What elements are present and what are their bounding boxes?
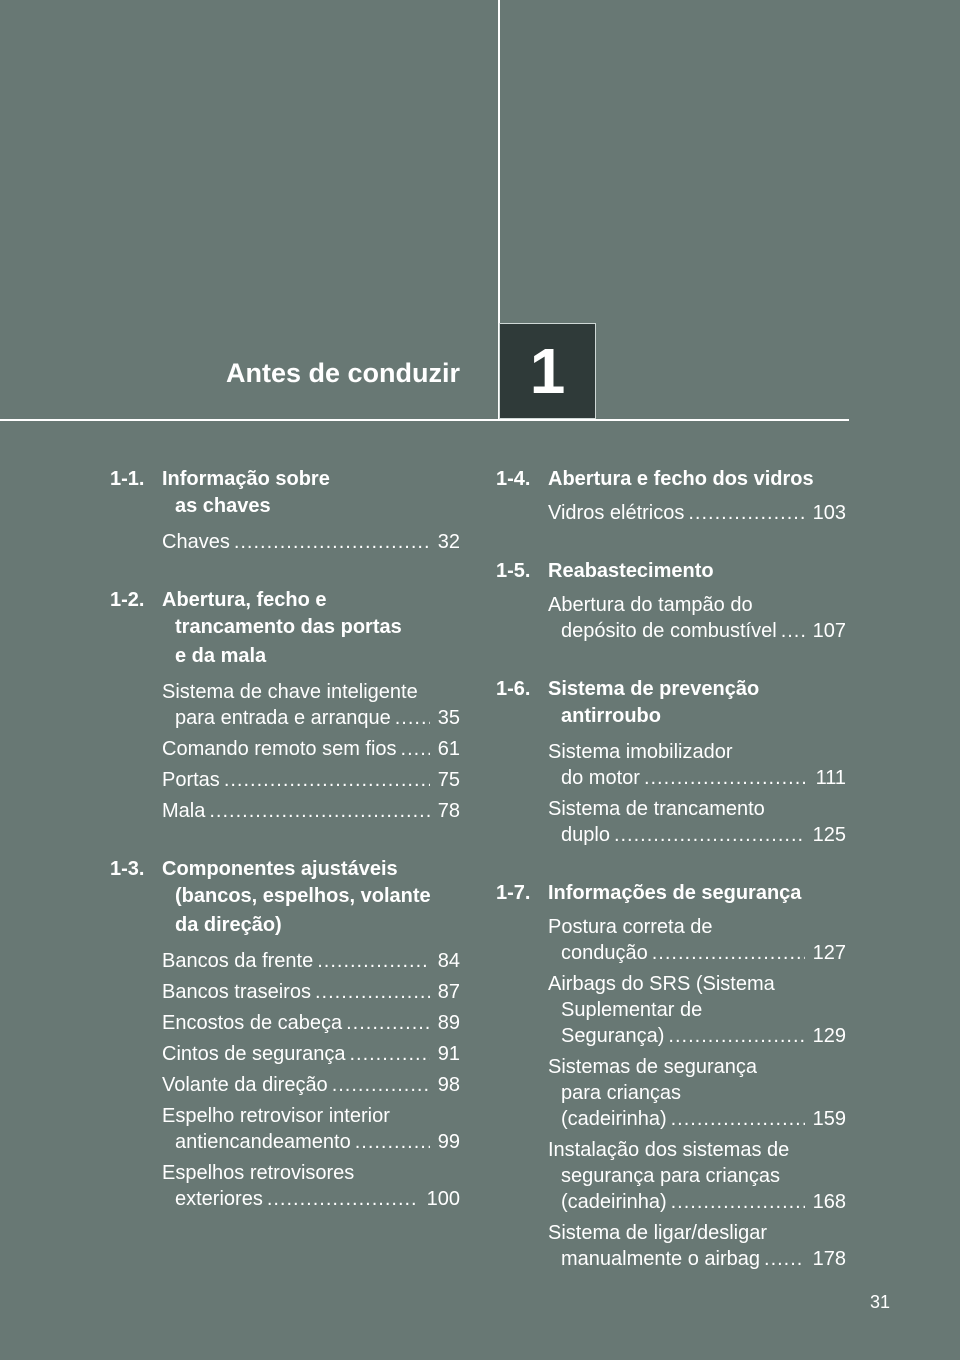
section-title xyxy=(162,587,460,671)
entry-line xyxy=(548,618,809,644)
section-entries xyxy=(496,592,846,644)
entry-page-number: 61 xyxy=(437,738,460,760)
entry-page-number: 78 xyxy=(437,800,460,822)
entry-page-number: 178 xyxy=(812,1248,846,1270)
entry-text xyxy=(548,1220,809,1272)
entry-page-number: 35 xyxy=(437,707,460,729)
entry-page-number: 91 xyxy=(437,1043,460,1065)
section-title xyxy=(162,856,460,940)
dot-leader xyxy=(781,618,805,644)
section-number: 1-6. xyxy=(496,678,531,700)
entry-page-number: 129 xyxy=(812,1025,846,1047)
toc-entry[interactable] xyxy=(162,798,460,824)
entry-line-text: Bancos traseiros xyxy=(162,981,311,1003)
entry-line-text: duplo xyxy=(561,824,610,846)
entry-text xyxy=(548,500,809,526)
dot-leader xyxy=(764,1246,805,1272)
entry-text xyxy=(162,798,434,824)
section-entries xyxy=(496,739,846,848)
entry-page-number: 100 xyxy=(426,1188,460,1210)
section-title-line: Componentes ajustáveis xyxy=(162,858,398,880)
entry-text xyxy=(162,1160,423,1212)
toc-entry[interactable] xyxy=(162,948,460,974)
entry-page-number: 89 xyxy=(437,1012,460,1034)
entry-page-number: 32 xyxy=(437,531,460,553)
toc-entry[interactable] xyxy=(162,529,460,555)
chapter-title: Antes de conduzir xyxy=(225,358,460,388)
toc-entry[interactable] xyxy=(162,1010,460,1036)
entry-text xyxy=(162,1103,434,1155)
toc-right-column xyxy=(496,466,846,1304)
entry-text xyxy=(162,1010,434,1036)
entry-line-text: Volante da direção xyxy=(162,1074,328,1096)
section-number: 1-1. xyxy=(110,468,145,490)
entry-line: Sistema de ligar/desligar xyxy=(548,1222,767,1244)
section-title-line: Informação sobre xyxy=(162,468,330,490)
toc-entry[interactable] xyxy=(162,979,460,1005)
dot-leader xyxy=(349,1041,429,1067)
section-number: 1-4. xyxy=(496,468,531,490)
entry-line: Abertura do tampão do xyxy=(548,594,753,616)
dot-leader xyxy=(209,798,429,824)
entry-line xyxy=(548,1106,809,1132)
entry-page-number: 84 xyxy=(437,950,460,972)
entry-page-number: 98 xyxy=(437,1074,460,1096)
toc-entry[interactable] xyxy=(162,1160,460,1212)
entry-page-number: 87 xyxy=(437,981,460,1003)
entry-line-text: Encostos de cabeça xyxy=(162,1012,343,1034)
entry-text xyxy=(162,1072,434,1098)
toc-entry[interactable] xyxy=(548,1054,846,1132)
toc-entry[interactable] xyxy=(548,796,846,848)
section-heading xyxy=(110,466,460,521)
section-number: 1-2. xyxy=(110,589,145,611)
section-entries xyxy=(496,914,846,1272)
dot-leader xyxy=(224,767,430,793)
section-title xyxy=(548,676,846,731)
entry-line: Sistema de chave inteligente xyxy=(162,681,418,703)
entry-line-text: Chaves xyxy=(162,531,230,553)
toc-entry[interactable] xyxy=(162,1072,460,1098)
entry-line xyxy=(548,1023,809,1049)
entry-line xyxy=(548,765,812,791)
toc-entry[interactable] xyxy=(162,1103,460,1155)
entry-line xyxy=(162,529,434,555)
entry-line xyxy=(548,1246,809,1272)
section-title-line: antirroubo xyxy=(561,705,661,727)
section-heading xyxy=(496,880,846,906)
entry-text xyxy=(548,739,812,791)
toc-section xyxy=(496,676,846,848)
entry-line-text: Vidros elétricos xyxy=(548,502,685,524)
entry-line-text: (cadeirinha) xyxy=(561,1108,667,1130)
entry-line-text: Comando remoto sem fios xyxy=(162,738,397,760)
toc-entry[interactable] xyxy=(548,914,846,966)
toc-entry[interactable] xyxy=(162,679,460,731)
page-number: 31 xyxy=(870,1292,891,1312)
entry-page-number: 127 xyxy=(812,942,846,964)
entry-line-text: manualmente o airbag xyxy=(561,1248,761,1270)
entry-line xyxy=(162,736,434,762)
entry-line xyxy=(162,1010,434,1036)
entry-line-text: para entrada e arranque xyxy=(175,707,391,729)
entry-line: Instalação dos sistemas de xyxy=(548,1139,790,1161)
dot-leader xyxy=(332,1072,430,1098)
section-title-line: Reabastecimento xyxy=(548,560,714,582)
toc-entry[interactable] xyxy=(548,971,846,1049)
section-title xyxy=(548,466,846,492)
toc-section xyxy=(110,466,460,555)
entry-line: Espelhos retrovisores xyxy=(162,1162,355,1184)
entry-line: Postura correta de xyxy=(548,916,713,938)
entry-line-text: Segurança) xyxy=(561,1025,665,1047)
entry-text xyxy=(162,948,434,974)
entry-text xyxy=(548,914,809,966)
section-number: 1-5. xyxy=(496,560,531,582)
entry-line: segurança para crianças xyxy=(561,1165,781,1187)
dot-leader xyxy=(317,948,430,974)
toc-entry[interactable] xyxy=(162,767,460,793)
section-title xyxy=(548,880,846,906)
entry-page-number: 103 xyxy=(812,502,846,524)
entry-line xyxy=(162,705,434,731)
section-heading xyxy=(496,466,846,492)
section-entries xyxy=(110,948,460,1212)
toc-section xyxy=(496,466,846,526)
toc-section xyxy=(110,856,460,1212)
toc-left-column xyxy=(110,466,460,1244)
section-title-line: Abertura, fecho e xyxy=(162,589,327,611)
section-title-line: Abertura e fecho dos vidros xyxy=(548,468,814,490)
entry-line xyxy=(548,1189,809,1215)
entry-line xyxy=(548,822,809,848)
entry-text xyxy=(548,796,809,848)
entry-text xyxy=(548,1054,809,1132)
entry-line xyxy=(162,948,434,974)
toc-entry[interactable] xyxy=(162,1041,460,1067)
dot-leader xyxy=(267,1186,419,1212)
entry-page-number: 125 xyxy=(812,824,846,846)
entry-line-text: (cadeirinha) xyxy=(561,1191,667,1213)
dot-leader xyxy=(401,736,430,762)
section-title-line: (bancos, espelhos, volante xyxy=(175,885,431,907)
section-title-line: da direção) xyxy=(175,914,282,936)
entry-text xyxy=(162,529,434,555)
entry-line xyxy=(162,1041,434,1067)
dot-leader xyxy=(671,1189,805,1215)
chapter-number-box xyxy=(499,323,596,419)
entry-text xyxy=(162,679,434,731)
entry-page-number: 168 xyxy=(812,1191,846,1213)
horizontal-rule xyxy=(0,419,849,421)
entry-line-text: condução xyxy=(561,942,648,964)
dot-leader xyxy=(614,822,805,848)
section-title-line: Sistema de prevenção xyxy=(548,678,760,700)
toc-section xyxy=(496,880,846,1272)
section-entries xyxy=(110,529,460,555)
entry-line xyxy=(162,767,434,793)
entry-line: Suplementar de xyxy=(561,999,703,1021)
section-title-line: e da mala xyxy=(175,645,267,667)
entry-line: Sistema imobilizador xyxy=(548,741,733,763)
chapter-number: 1 xyxy=(529,335,566,407)
section-title xyxy=(548,558,846,584)
entry-line xyxy=(548,940,809,966)
entry-text xyxy=(548,1137,809,1215)
entry-page-number: 75 xyxy=(437,769,460,791)
entry-text xyxy=(548,592,809,644)
section-title xyxy=(162,466,460,521)
entry-text xyxy=(162,767,434,793)
section-title-line: trancamento das portas xyxy=(175,616,402,638)
dot-leader xyxy=(652,940,805,966)
entry-line: Sistemas de segurança xyxy=(548,1056,758,1078)
entry-line: Espelho retrovisor interior xyxy=(162,1105,390,1127)
dot-leader xyxy=(234,529,430,555)
dot-leader xyxy=(355,1129,430,1155)
section-entries xyxy=(110,679,460,824)
dot-leader xyxy=(644,765,808,791)
toc-entry[interactable] xyxy=(548,592,846,644)
dot-leader xyxy=(315,979,430,1005)
dot-leader xyxy=(395,705,430,731)
toc-section xyxy=(496,558,846,644)
entry-text xyxy=(162,736,434,762)
entry-line xyxy=(162,1129,434,1155)
entry-line xyxy=(162,1072,434,1098)
section-title-line: Informações de segurança xyxy=(548,882,802,904)
entry-line-text: exteriores xyxy=(175,1188,263,1210)
toc-entry[interactable] xyxy=(548,739,846,791)
entry-text xyxy=(162,1041,434,1067)
entry-text xyxy=(162,979,434,1005)
entry-line xyxy=(162,1186,423,1212)
toc-entry[interactable] xyxy=(162,736,460,762)
entry-text xyxy=(548,971,809,1049)
section-entries xyxy=(496,500,846,526)
entry-line-text: Cintos de segurança xyxy=(162,1043,346,1065)
toc-entry[interactable] xyxy=(548,1137,846,1215)
toc-entry[interactable] xyxy=(548,1220,846,1272)
section-heading xyxy=(110,856,460,940)
toc-section xyxy=(110,587,460,824)
entry-line xyxy=(548,500,809,526)
entry-line xyxy=(162,798,434,824)
dot-leader xyxy=(346,1010,430,1036)
entry-page-number: 107 xyxy=(812,620,846,642)
section-heading xyxy=(496,676,846,731)
section-number: 1-3. xyxy=(110,858,145,880)
section-heading xyxy=(110,587,460,671)
entry-line xyxy=(162,979,434,1005)
section-title-line: as chaves xyxy=(175,495,271,517)
entry-line: Sistema de trancamento xyxy=(548,798,765,820)
entry-line: Airbags do SRS (Sistema xyxy=(548,973,775,995)
dot-leader xyxy=(688,500,804,526)
entry-line: para crianças xyxy=(561,1082,682,1104)
entry-line-text: antiencandeamento xyxy=(175,1131,351,1153)
section-number: 1-7. xyxy=(496,882,531,904)
entry-line-text: Bancos da frente xyxy=(162,950,314,972)
entry-line-text: depósito de combustível xyxy=(561,620,777,642)
entry-line-text: Mala xyxy=(162,800,206,822)
entry-line-text: do motor xyxy=(561,767,640,789)
dot-leader xyxy=(668,1023,804,1049)
entry-page-number: 111 xyxy=(815,767,846,789)
toc-entry[interactable] xyxy=(548,500,846,526)
entry-page-number: 99 xyxy=(437,1131,460,1153)
entry-line-text: Portas xyxy=(162,769,220,791)
section-heading xyxy=(496,558,846,584)
entry-page-number: 159 xyxy=(812,1108,846,1130)
dot-leader xyxy=(671,1106,805,1132)
